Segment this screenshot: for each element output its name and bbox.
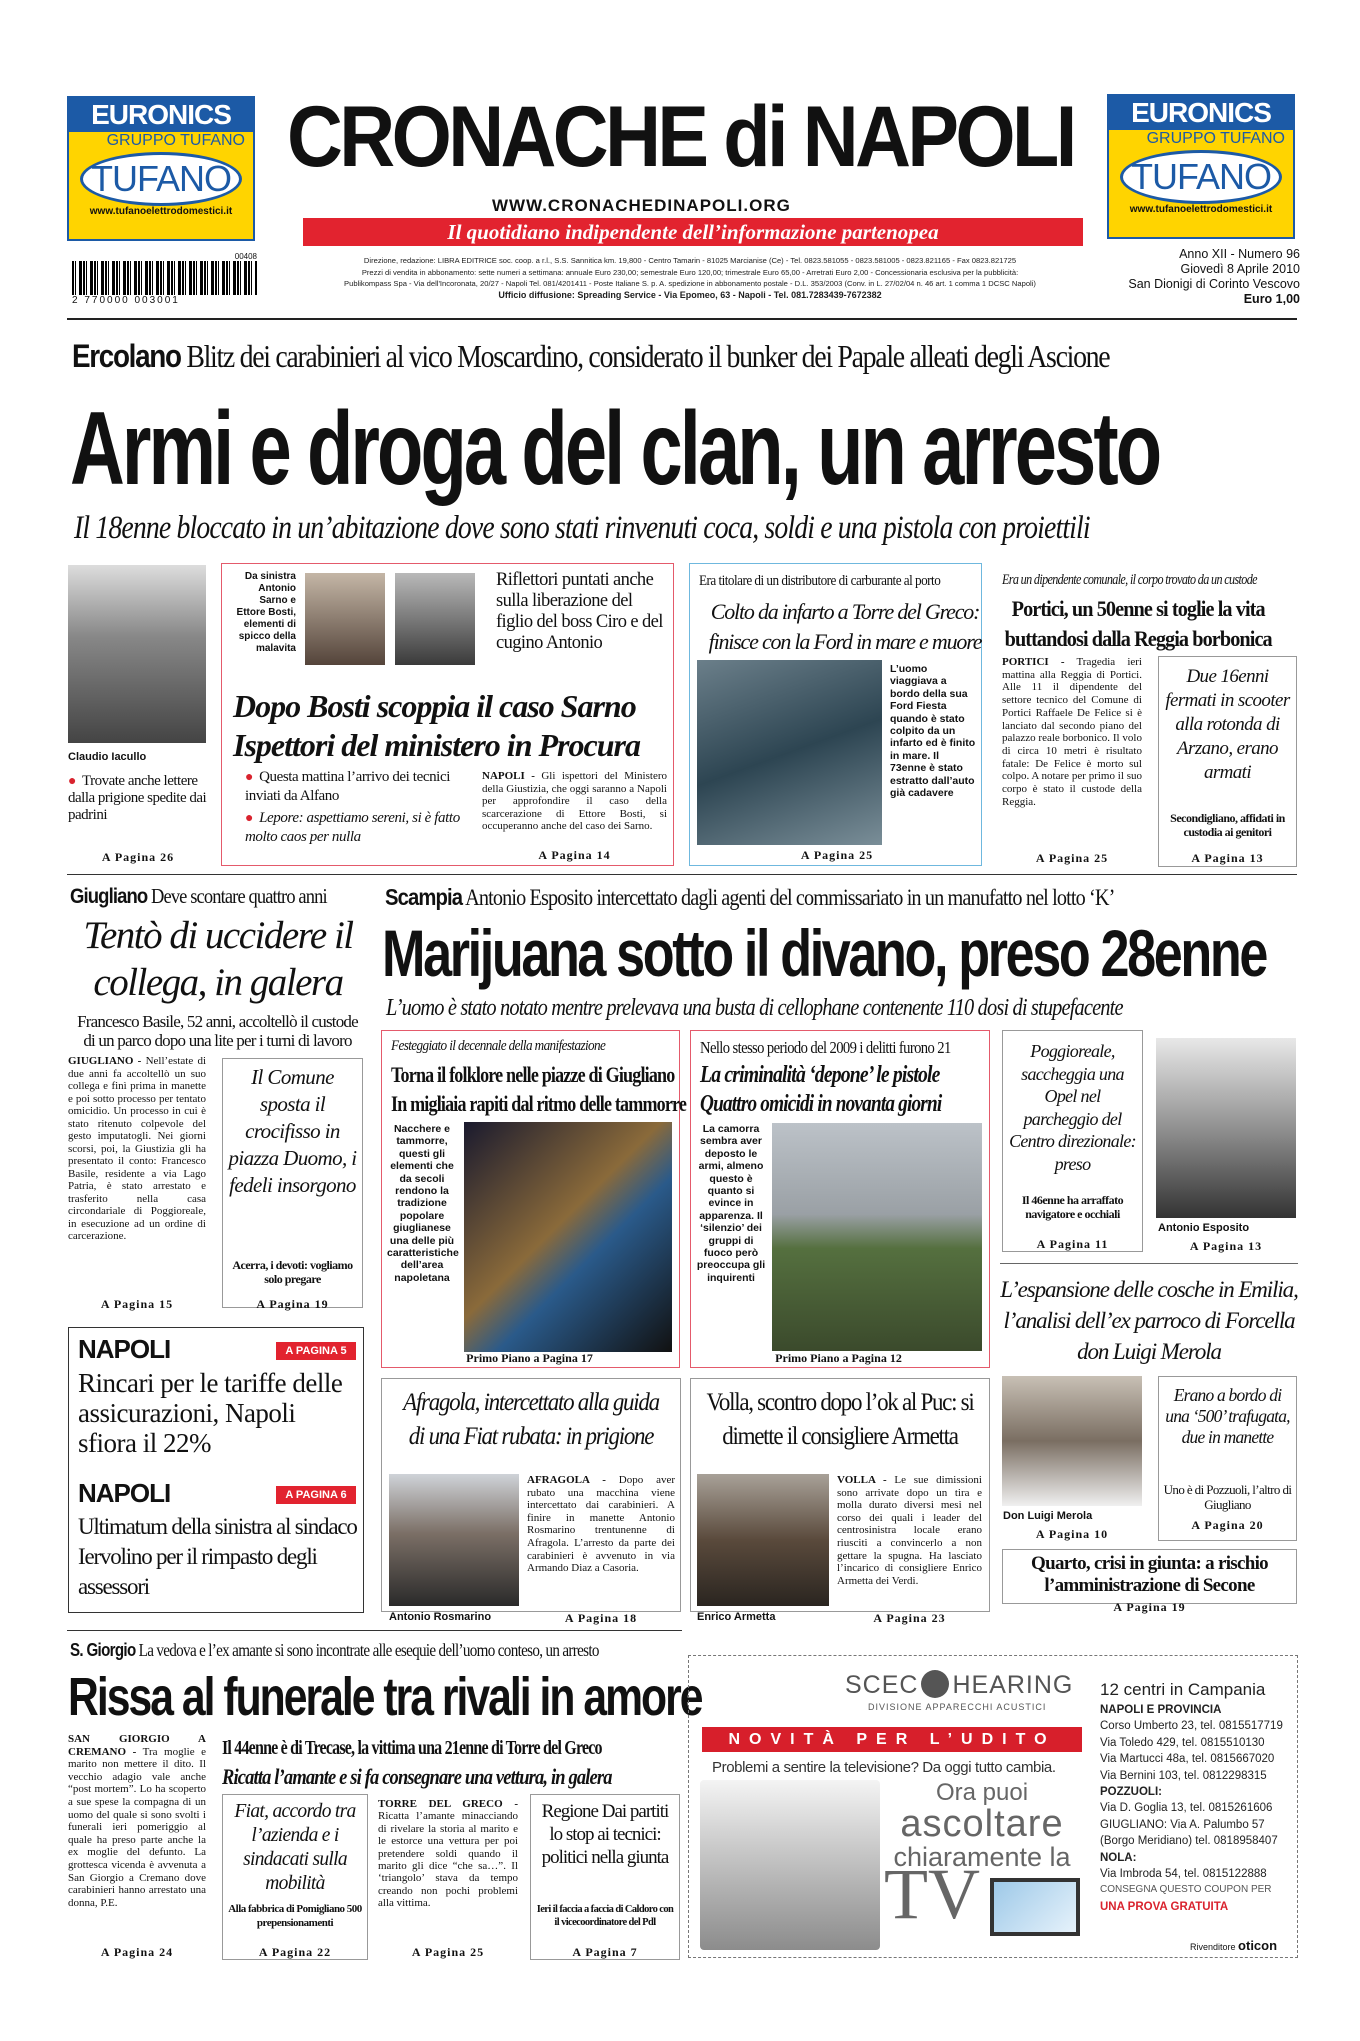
lead-subheadline: Il 18enne bloccato in un’abitazione dove sono stati rinvenuti coca, soldi e una pistola con proiettili: [74, 510, 1090, 546]
pozzuoli-sub: Uno è di Pozzuoli, l’altro di Giugliano: [1163, 1482, 1292, 1512]
sarno-subheadline: Ispettori del ministero in Procura: [233, 727, 640, 763]
page-ref: A Pagina 26: [101, 850, 175, 864]
euronics-logo: EURONICS: [69, 98, 253, 132]
giugliano-body: GIUGLIANO - Nell’estate di due anni fa accoltellò un suo collega e finì prima in manette e poi sotto processo per tentato omicidio. Un processo in cui è stato ritenuto colpevole del gesto imputatogli. Nei giorni scorsi, poi, la Giustizia gli ha presentato il conto: Francesco Basile, residente a via Lago Patria, è stato arrestato e trasferito nella casa circondariale di Poggioreale, in esecuzione ad un ordine di carcerazione.: [68, 1055, 207, 1242]
page-ref: A Pagina 18: [564, 1611, 638, 1625]
napoli-tag[interactable]: A PAGINA 5: [276, 1342, 356, 1360]
giorgio-deck: S. Giorgio La vedova e l’ex amante si sono incontrate alle esequie dell’uomo conteso, un arresto: [70, 1640, 599, 1660]
afragola-headline: Afragola, intercettato alla guida di una Fiat rubata: in prigione: [403, 1389, 659, 1450]
hearing-centers: 12 centri in Campania NAPOLI E PROVINCIA Corso Umberto 23, tel. 0815517719 Via Toledo 429, tel. 0815510130 Via Martucci 48a, tel. 0815667020 Via Bernini 103, tel. 0812298315 POZZUOLI: Via D. Goglia 13, tel. 0815261606 GIUGLIANO: Via A. Palumbo 57 (Borgo Meridiano) tel. 0818958407 NOLA: Via Imbroda 54, tel. 0815122888 CONSEGNA QUESTO COUPON PER UNA PROVA GRATUITA: [1100, 1680, 1283, 1913]
omicidi-sub: Quattro omicidi in novanta giorni: [700, 1091, 942, 1117]
lead-headline: Armi e droga del clan, un arresto: [70, 391, 1160, 507]
oticon-logo: Rivenditore oticon: [1190, 1938, 1278, 1953]
crocifisso-headline: Il Comune sposta il crocifisso in piazza Duomo, i fedeli insorgono: [228, 1065, 357, 1197]
fiat-headline: Fiat, accordo tra l’azienda e i sindacati sulla mobilità: [234, 1801, 356, 1894]
regione-sub: Ieri il faccia a faccia di Caldoro con il vicecoordinatore del Pdl: [536, 1904, 674, 1928]
sarno-photo-caption: Da sinistra Antonio Sarno e Ettore Bosti, elementi di spicco della malavita: [236, 571, 296, 654]
giorgio-body: SAN GIORGIO A CREMANO - Tra moglie e marito non mettere il dito. Il vecchio adagio vale anche “post mortem”. Lo ha scoperto a sue spese la compagna di un uomo del quale si sono svolti i funerali ieri pomeriggio al quale ha preso parte anche la ex moglie del defunto. La grottesca vicenda è avvenuta a San Giorgio a Cremano dove carabinieri hanno arrestato una donna, P.E.: [68, 1733, 206, 1909]
scampia-deck: Scampia Antonio Esposito intercettato dagli agenti del commissariato in un manufatto nel lotto ‘K’: [385, 884, 1115, 910]
torre-body: L’uomo viaggiava a bordo della sua Ford Fiesta quando è stato colpito da un infarto ed è finito in mare. Il 73enne è stato estratto dall’auto già cadavere: [890, 663, 976, 800]
trecase-kicker: Il 44enne è di Trecase, la vittima una 21enne di Torre del Greco: [222, 1737, 602, 1759]
page-ref: A Pagina 20: [1191, 1518, 1264, 1532]
omicidi-headline: La criminalità ‘depone’ le pistole: [700, 1062, 940, 1088]
photo-caption: Claudio Iacullo: [68, 751, 147, 763]
page-ref: A Pagina 13: [1191, 851, 1264, 865]
page-ref: A Pagina 10: [1035, 1527, 1109, 1541]
sarno-kicker: Riflettori puntati anche sulla liberazione del figlio del boss Ciro e del cugino Antonio: [496, 570, 663, 653]
scampia-headline: Marijuana sotto il divano, preso 28enne: [382, 916, 1266, 990]
omicidi-kicker: Nello stesso periodo del 2009 i delitti furono 21: [700, 1038, 951, 1057]
portici-headline: Portici, un 50enne si toglie la vita buttandosi dalla Reggia borbonica: [1004, 596, 1272, 651]
trecase-body: TORRE DEL GRECO - Ricatta l’amante minacciando di rivelare la storia al marito e le estorce una vettura per poi pretendere soldi quando il marito gli dice “che sa…”. Il ‘triangolo’ stava da tempo creando non pochi problemi alla vittima.: [378, 1798, 518, 1910]
poggioreale-sub: Il 46enne ha arraffato navigatore e occhiali: [1021, 1193, 1124, 1221]
napoli-city: NAPOLI: [78, 1334, 171, 1364]
divider: [67, 874, 1297, 875]
napoli-tag[interactable]: A PAGINA 6: [276, 1486, 356, 1504]
portici-kicker: Era un dipendente comunale, il corpo trovato da un custode: [1002, 572, 1257, 588]
volla-body: VOLLA - Le sue dimissioni sono arrivate dopo un tira e molla durato diversi mesi nel corso dei quali i leader del centrosinistra locale erano riusciti a convincerlo a non gettare la spugna. Ha lasciato l’incarico di consigliere Enrico Armetta dei Verdi.: [837, 1474, 982, 1587]
scec-logo: SCEC HEARING: [845, 1671, 1074, 1699]
photo-antonio-esposito: [1156, 1038, 1296, 1218]
secone-headline: Quarto, crisi in giunta: a rischio l’amministrazione di Secone: [1031, 1553, 1268, 1596]
photo-caption: Don Luigi Merola: [1003, 1510, 1093, 1522]
photo-enrico-armetta: [697, 1474, 829, 1606]
masthead-url[interactable]: WWW.CRONACHEDINAPOLI.ORG: [492, 196, 791, 215]
tv-icon: [990, 1878, 1080, 1936]
folklore-headline: Torna il folklore nelle piazze di Giugliano: [391, 1062, 675, 1087]
giorgio-headline: Rissa al funerale tra rivali in amore: [68, 1667, 702, 1727]
page-ref: A Pagina 24: [100, 1945, 174, 1959]
photo-caption: Antonio Esposito: [1158, 1222, 1250, 1234]
page-ref: A Pagina 19: [256, 1297, 329, 1311]
divider: [67, 1630, 682, 1631]
lead-deck: Ercolano Blitz dei carabinieri al vico Moscardino, considerato il bunker dei Papale alleati degli Ascione: [72, 338, 1110, 374]
giugliano-deck: Giugliano Deve scontare quattro anni: [70, 884, 327, 908]
folklore-body: Nacchere e tammorre, questi gli elementi che da secoli rendono la tradizione popolare giuglianese una delle più caratteristiche dell’area napoletana: [387, 1123, 459, 1284]
masthead-rule: [67, 318, 1297, 320]
hearing-tv: TV: [884, 1854, 980, 1934]
merola-headline: L’espansione delle cosche in Emilia, l’analisi dell’ex parroco di Forcella don Luigi Merola: [1000, 1277, 1298, 1364]
photo-folklore-float: [464, 1122, 672, 1352]
page-ref: A Pagina 22: [258, 1945, 332, 1959]
sarno-bullet-left: ● Trovate anche lettere dalla prigione spedite dai padrini: [68, 773, 207, 823]
page-ref: A Pagina 14: [538, 848, 611, 862]
page-ref: A Pagina 19: [1113, 1600, 1186, 1614]
photo-ettore-bosti: [395, 573, 475, 665]
tufano-logo: TUFANO: [80, 152, 242, 206]
photo-don-luigi-merola: [1002, 1376, 1142, 1506]
euronics-ad-left[interactable]: EURONICS GRUPPO TUFANO TUFANO www.tufanoelettrodomestici.it: [67, 96, 255, 241]
page-ref: A Pagina 25: [1035, 851, 1109, 865]
poggioreale-headline: Poggioreale, saccheggia una Opel nel parcheggio del Centro direzionale: preso: [1009, 1041, 1136, 1174]
euronics-ad-right[interactable]: EURONICS GRUPPO TUFANO TUFANO www.tufanoelettrodomestici.it: [1107, 94, 1295, 239]
sarno-headline: Dopo Bosti scoppia il caso Sarno: [233, 688, 636, 724]
giugliano-sub: Francesco Basile, 52 anni, accoltellò il custode di un parco dopo una lite per i turni di lavoro: [77, 1012, 358, 1050]
trecase-headline: Ricatta l’amante e si fa consegnare una vettura, in galera: [222, 1764, 612, 1789]
scampia-sub: L’uomo è stato notato mentre prelevava una busta di cellophane contenente 110 dosi di stupefacente: [386, 995, 1123, 1021]
photo-couple-tv: [700, 1780, 880, 1950]
photo-car-in-sea: [697, 660, 882, 845]
page-ref: A Pagina 11: [1036, 1237, 1109, 1251]
page-ref: A Pagina 7: [572, 1945, 638, 1959]
photo-claudio-iacullo: [68, 565, 206, 743]
fiat-sub: Alla fabbrica di Pomigliano 500 prepensionamenti: [228, 1903, 362, 1929]
sarno-bullets: ● Questa mattina l’arrivo dei tecnici inviati da Alfano ● Lepore: aspettiamo sereni, si è fatto molto caos per nulla: [245, 769, 460, 845]
page-ref: A Pagina 25: [800, 848, 874, 862]
page-ref: Primo Piano a Pagina 17: [466, 1351, 593, 1365]
photo-crime-scene: [772, 1123, 982, 1351]
scec-division: DIVISIONE APPARECCHI ACUSTICI: [868, 1702, 1047, 1712]
volla-headline: Volla, scontro dopo l’ok al Puc: si dimette il consigliere Armetta: [706, 1389, 974, 1450]
hearing-question: Problemi a sentire la televisione? Da oggi tutto cambia.: [712, 1759, 1056, 1776]
masthead-tagline: Il quotidiano indipendente dell’informazione partenopea: [303, 218, 1083, 246]
torre-headline: Colto da infarto a Torre del Greco: finisce con la Ford in mare e muore: [708, 599, 982, 654]
photo-antonio-sarno: [305, 573, 385, 665]
arzano-headline: Due 16enni fermati in scooter alla rotonda di Arzano, erano armati: [1165, 666, 1290, 783]
torre-kicker: Era titolare di un distributore di carburante al porto: [699, 573, 941, 589]
photo-caption: Antonio Rosmarino: [389, 1611, 492, 1623]
sarno-body: NAPOLI - Gli ispettori del Ministero della Giustizia, che oggi saranno a Napoli per approfondire il caso della scarcerazione di Ettore Bosti, si occuperanno anche del caso dei Sarno.: [482, 770, 667, 832]
folklore-sub: In migliaia rapiti dal ritmo delle tammorre: [391, 1091, 687, 1116]
masthead-title: CRONACHE di NAPOLI: [287, 89, 1074, 185]
crocifisso-sub: Acerra, i devoti: vogliamo solo pregare: [232, 1258, 353, 1286]
afragola-body: AFRAGOLA - Dopo aver rubato una macchina viene intercettato dai carabinieri. A finire in manette Antonio Rosmarino trentunenne di Afragola. L’arresto da parte dei carabinieri è avvenuto in via Armando Diaz a Casoria.: [527, 1474, 675, 1575]
issue-info: Anno XII - Numero 96 Giovedì 8 Aprile 2010 San Dionigi di Corinto Vescovo Euro 1,00: [1128, 247, 1300, 306]
divider: [1000, 1263, 1298, 1264]
hearing-banner: NOVITÀ PER L’UDITO: [702, 1727, 1082, 1752]
barcode: 00408 2 770000 003001: [72, 252, 257, 306]
page-ref: A Pagina 25: [411, 1945, 485, 1959]
page-ref: A Pagina 13: [1189, 1239, 1263, 1253]
omicidi-body: La camorra sembra aver deposto le armi, almeno questo è quanto si evince in apparenza. Il ‘silenzio’ dei gruppi di fuoco però preoccupa gli inquirenti: [696, 1123, 766, 1284]
napoli-headline-2[interactable]: Ultimatum della sinistra al sindaco Iervolino per il rimpasto degli assessori: [78, 1514, 357, 1599]
arzano-sub: Secondigliano, affidati in custodia ai genitori: [1170, 811, 1285, 839]
pozzuoli-headline: Erano a bordo di una ‘500’ trafugata, due in manette: [1165, 1385, 1290, 1447]
page-ref: A Pagina 23: [873, 1611, 946, 1625]
napoli-headline-1[interactable]: Rincari per le tariffe delle assicurazioni, Napoli sfiora il 22%: [78, 1368, 343, 1458]
napoli-city: NAPOLI: [78, 1478, 171, 1508]
page-ref: A Pagina 15: [100, 1297, 174, 1311]
hearing-slogan: Ora puoi ascoltare chiaramente la: [893, 1779, 1071, 1872]
photo-antonio-rosmarino: [389, 1474, 519, 1606]
giugliano-headline: Tentò di uccidere il collega, in galera: [83, 914, 353, 1004]
page-ref: Primo Piano a Pagina 12: [775, 1351, 902, 1365]
portici-body: PORTICI - Tragedia ieri mattina alla Reggia di Portici. Alle 11 il dipendente del settore tecnico del Comune di Portici Raffaele De Felice si è lanciato dal secondo piano del palazzo reale borbonico. Il volo di circa 10 metri è risultato fatale: De Felice è morto sul colpo. A notare per primo il suo corpo è stato il custode della Reggia.: [1002, 656, 1142, 808]
photo-caption: Enrico Armetta: [697, 1611, 776, 1623]
folklore-kicker: Festeggiato il decennale della manifestazione: [391, 1038, 606, 1054]
legal-block: Direzione, redazione: LIBRA EDITRICE soc. coop. a r.l., S.S. Sannitica km. 19,800 - Centro Tamarin - 81025 Marcianise (Ce) - Tel. 0823.581055 - 0823.581005 - 0823.821165 - Fax 0823.821725 Prezzi di vendita in abbonamento: sette numeri a settimana: annuale Euro 230,00; semestrale Euro 120,00; trimestrale Euro 65,00 - Arretrati Euro 2,00 - Concessionaria esclusiva per la pubblicità: Publikompass Spa - Via dell'Incoronata, 20/27 - Napoli Tel. 081/4201411 - Poste Italiane S. p. A. spedizione in abbonamento postale - D.L. 353/2003 (Conv. in L. 27/02/04 n. 46 art. 1 comma 1 DCSC Napoli) Ufficio diffusione: Spreading Service - Via Epomeo, 63 - Napoli - Tel. 081.7283439-7672382: [344, 256, 1036, 300]
regione-headline: Regione Dai partiti lo stop ai tecnici: politici nella giunta: [541, 1801, 669, 1868]
